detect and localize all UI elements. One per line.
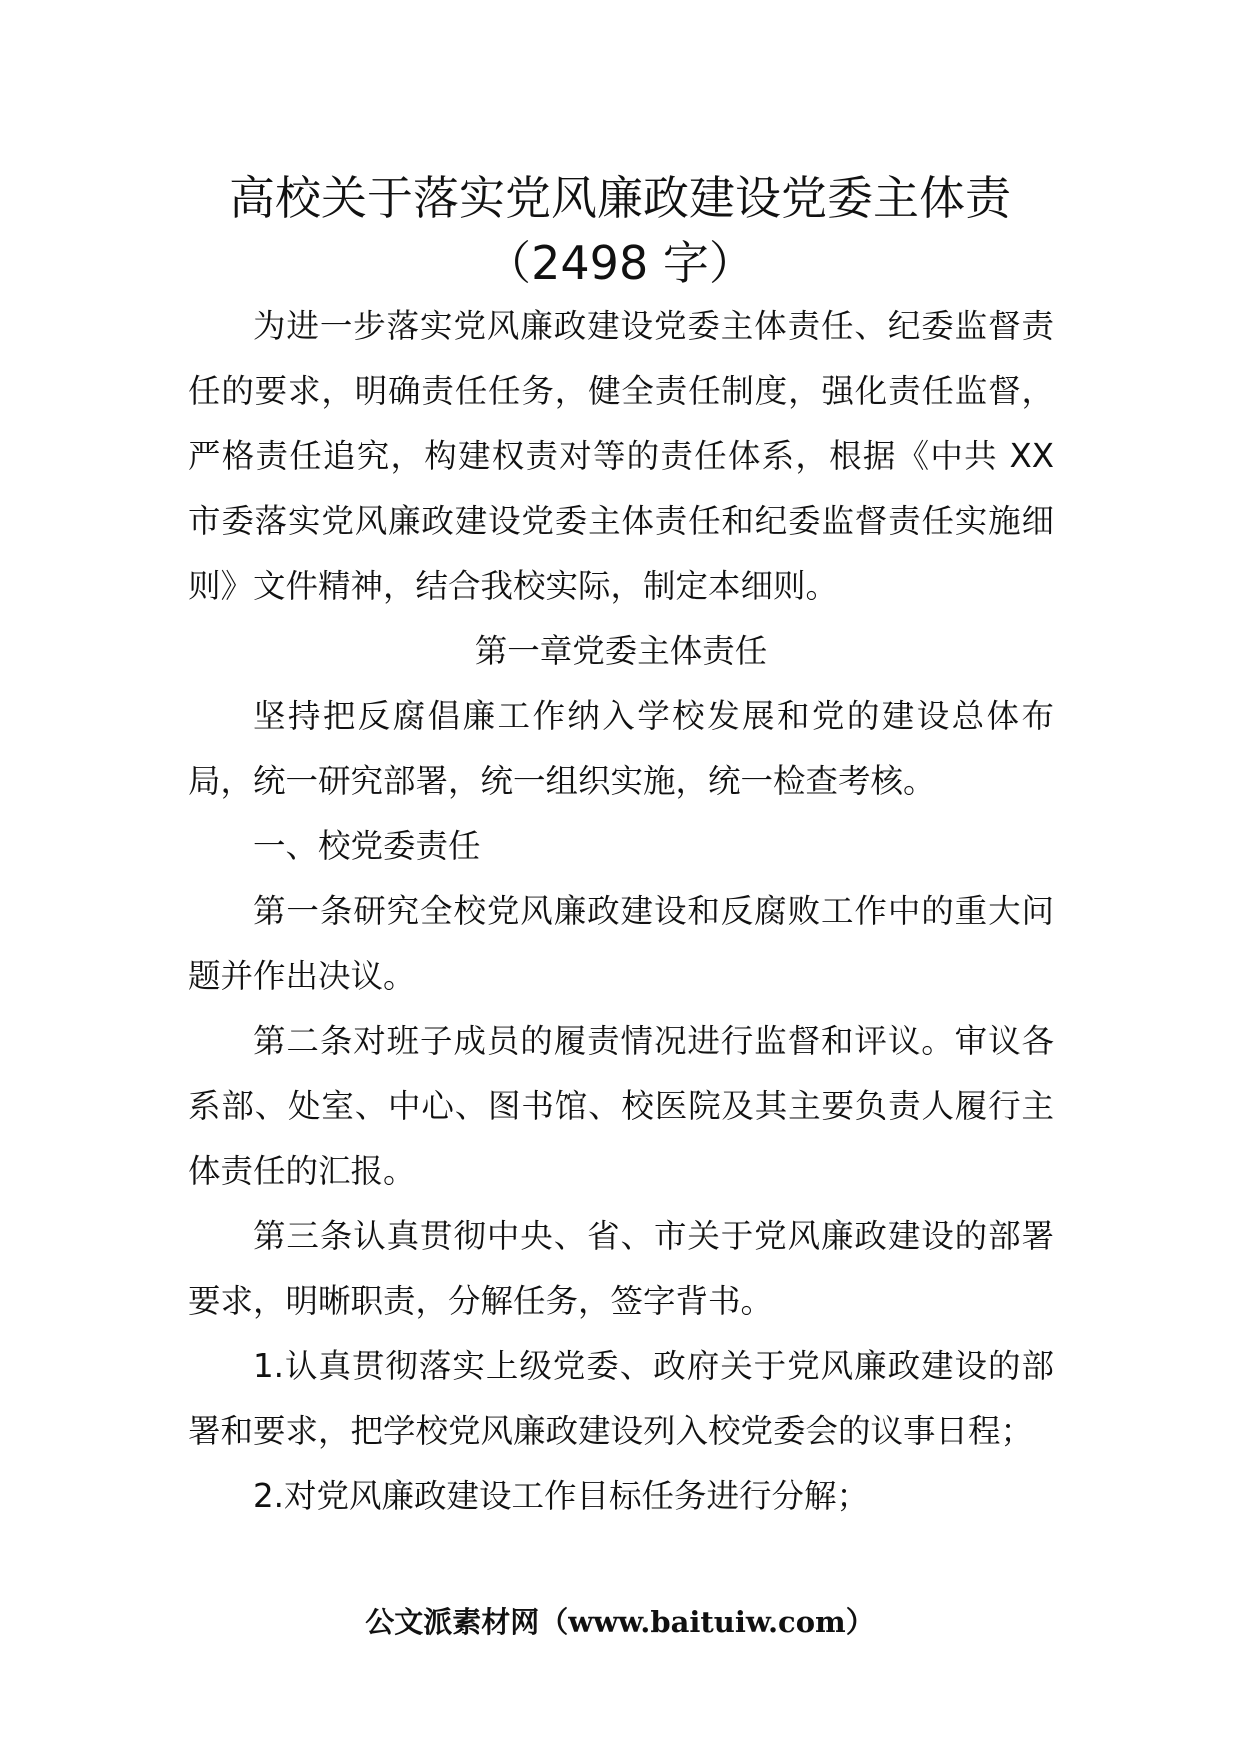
article-1-paragraph: 第一条研究全校党风廉政建设和反腐败工作中的重大问题并作出决议。 [188, 892, 1054, 995]
document-body [188, 294, 1054, 1529]
article-2-paragraph: 第二条对班子成员的履责情况进行监督和评议。审议各系部、处室、中心、图书馆、校医院及其主要负责人履行主体责任的汇报。 [188, 1022, 1054, 1190]
chapter-heading: 第一章党委主体责任 [474, 632, 768, 670]
section-heading: 一、校党委责任 [253, 827, 481, 865]
list-item-2: 2.对党风廉政建设工作目标任务进行分解； [253, 1477, 870, 1515]
document-word-count: （2498 字） [485, 236, 755, 290]
article-3-paragraph: 第三条认真贯彻中央、省、市关于党风廉政建设的部署要求，明晰职责，分解任务，签字背书。 [188, 1217, 1054, 1320]
source-watermark-footer: 公文派素材网（www.baituiw.com） [365, 1605, 875, 1639]
chapter-intro-paragraph: 坚持把反腐倡廉工作纳入学校发展和党的建设总体布局，统一研究部署，统一组织实施，统一检查考核。 [188, 697, 1054, 800]
intro-paragraph: 为进一步落实党风廉政建设党委主体责任、纪委监督责任的要求，明确责任任务，健全责任制度，强化责任监督，严格责任追究，构建权责对等的责任体系，根据《中共 XX 市委落实党风廉政建设党委主体责任和纪委监督责任实施细则》文件精神，结合我校实际，制定本细则。 [188, 307, 1054, 605]
document-title: 高校关于落实党风廉政建设党委主体责 [229, 171, 1011, 225]
list-item-1: 1.认真贯彻落实上级党委、政府关于党风廉政建设的部署和要求，把学校党风廉政建设列入校党委会的议事日程； [188, 1347, 1054, 1450]
